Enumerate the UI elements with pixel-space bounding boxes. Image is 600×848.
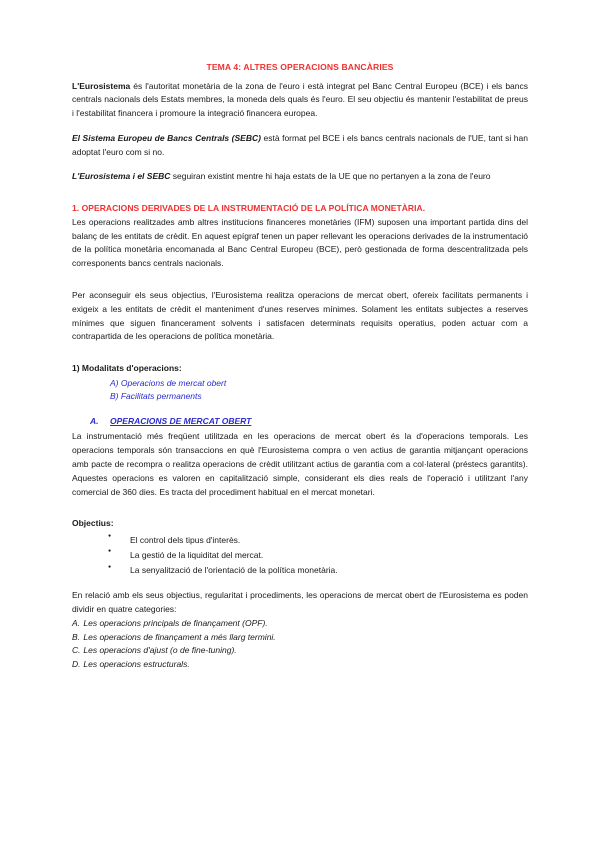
category-text-a: Les operacions principals de finançament (OPF).	[83, 617, 268, 628]
list-item: ● La senyalització de l'orientació de la política monetària.	[72, 563, 528, 578]
paragraph-eurosistema-sebc	[72, 170, 528, 184]
objectius-list	[72, 533, 528, 578]
eurosistema-sebc-rest: seguiran existint mentre hi haja estats de la UE que no pertanyen a la zona de l'euro	[170, 171, 491, 182]
categories-lead: En relació amb els seus objectius, regularitat i procediments, les operacions de mercat obert de l'Eurosistema es poden dividir en quatre categories:	[72, 590, 528, 614]
sebc-lead-bold: El Sistema Europeu de Bancs Centrals (SEBC)	[72, 132, 261, 143]
paragraph-eurosistema	[72, 80, 528, 121]
section-1-body: Les operacions realitzades amb altres institucions financeres monetàries (IFM) suposen una important partida dins del balanç de les entitats de crèdit. En aquest epígraf tenen un paper rellevant les operacions derivades de la instrumentació de la política monetària encomanada al Banc Central Europeu (BCE), però gestionada de forma descentralitzada pels corresponents bancs centrals nacionals.	[72, 216, 528, 269]
subsection-a-heading	[90, 415, 528, 429]
category-text-c: Les operacions d'ajust (o de fine-tuning).	[83, 645, 237, 656]
modalitats-label: 1) Modalitats d'operacions:	[72, 363, 182, 374]
sebc-rest: està format pel BCE i els bancs centrals nacionals de l'UE, tant si han adoptat l'euro com si no.	[72, 132, 528, 157]
objectius-label: Objectius:	[72, 518, 114, 529]
category-text-d: Les operacions estructurals.	[83, 659, 190, 670]
section-1-objectius-paragraph: Per aconseguir els seus objectius, l'Eurosistema realitza operacions de mercat obert, ofereix facilitats permanents i exigeix a les entitats de crèdit el manteniment d'unes reserves mínimes. Solament les entitats subjectes a reserves mínimes que siguen financerament solvents i satisfacen determinats requisits operatius, poden actuar com a contrapartida de les operacions de política monetària.	[72, 290, 528, 342]
category-text-b: Les operacions de finançament a més llarg termini.	[83, 631, 276, 642]
category-item-a	[72, 617, 528, 631]
category-letter-b: B.	[72, 631, 81, 642]
subsection-a-letter: A.	[90, 415, 99, 426]
eurosistema-rest: és l'autoritat monetària de la zona de l'euro i està integrat pel Banc Central Europeu (BCE) i els bancs centrals nacionals dels Estats membres, la moneda dels quals és l'euro. El seu objectiu és mantenir l'estabilitat de preus i l'estabilitat financera i promoure la integració financera europea.	[72, 80, 528, 119]
document-title: TEMA 4: ALTRES OPERACIONS BANCÀRIES	[206, 62, 394, 72]
list-item: ● El control dels tipus d'interès.	[72, 533, 528, 548]
category-letter-c: C.	[72, 645, 81, 656]
modalitat-item-b: B) Facilitats permanents	[110, 391, 202, 402]
category-letter-d: D.	[72, 659, 81, 670]
eurosistema-sebc-lead-bold: L'Eurosistema i el SEBC	[72, 171, 171, 182]
spacer	[72, 510, 528, 517]
list-item: ● La gestió de la liquiditat del mercat.	[72, 548, 528, 563]
category-letter-a: A.	[72, 617, 81, 628]
subsection-a-title: OPERACIONS DE MERCAT OBERT	[110, 415, 252, 426]
category-item-b	[72, 631, 528, 645]
subsection-a-body: La instrumentació més freqüent utilitzada en les operacions de mercat obert és la d'operacions temporals. Les operacions temporals són transaccions en què l'Eurosistema compra o ven actius de garantia mitjançant operacions amb pacte de recompra o realitza operacions de crèdit utilitzant actius de garantia com a col·lateral (préstecs garantits). Aquestes operacions es valoren en capitalització simple, considerant els dies reals de l'operació i utilitzant l'any comercial de 360 dies. Es tracta del procediment habitual en el mercat monetari.	[72, 431, 528, 497]
spacer	[72, 195, 528, 202]
document-body	[72, 62, 528, 672]
section-heading-1: 1. OPERACIONS DERIVADES DE LA INSTRUMENTACIÓ DE LA POLÍTICA MONETÀRIA.	[72, 203, 426, 214]
modalitat-item-a: A) Operacions de mercat obert	[110, 377, 227, 388]
spacer	[72, 404, 528, 415]
paragraph-sebc	[72, 132, 528, 160]
category-item-c	[72, 644, 528, 658]
spacer	[72, 355, 528, 362]
spacer	[72, 282, 528, 289]
eurosistema-lead-bold: L'Eurosistema	[72, 80, 131, 91]
category-item-d	[72, 658, 528, 672]
